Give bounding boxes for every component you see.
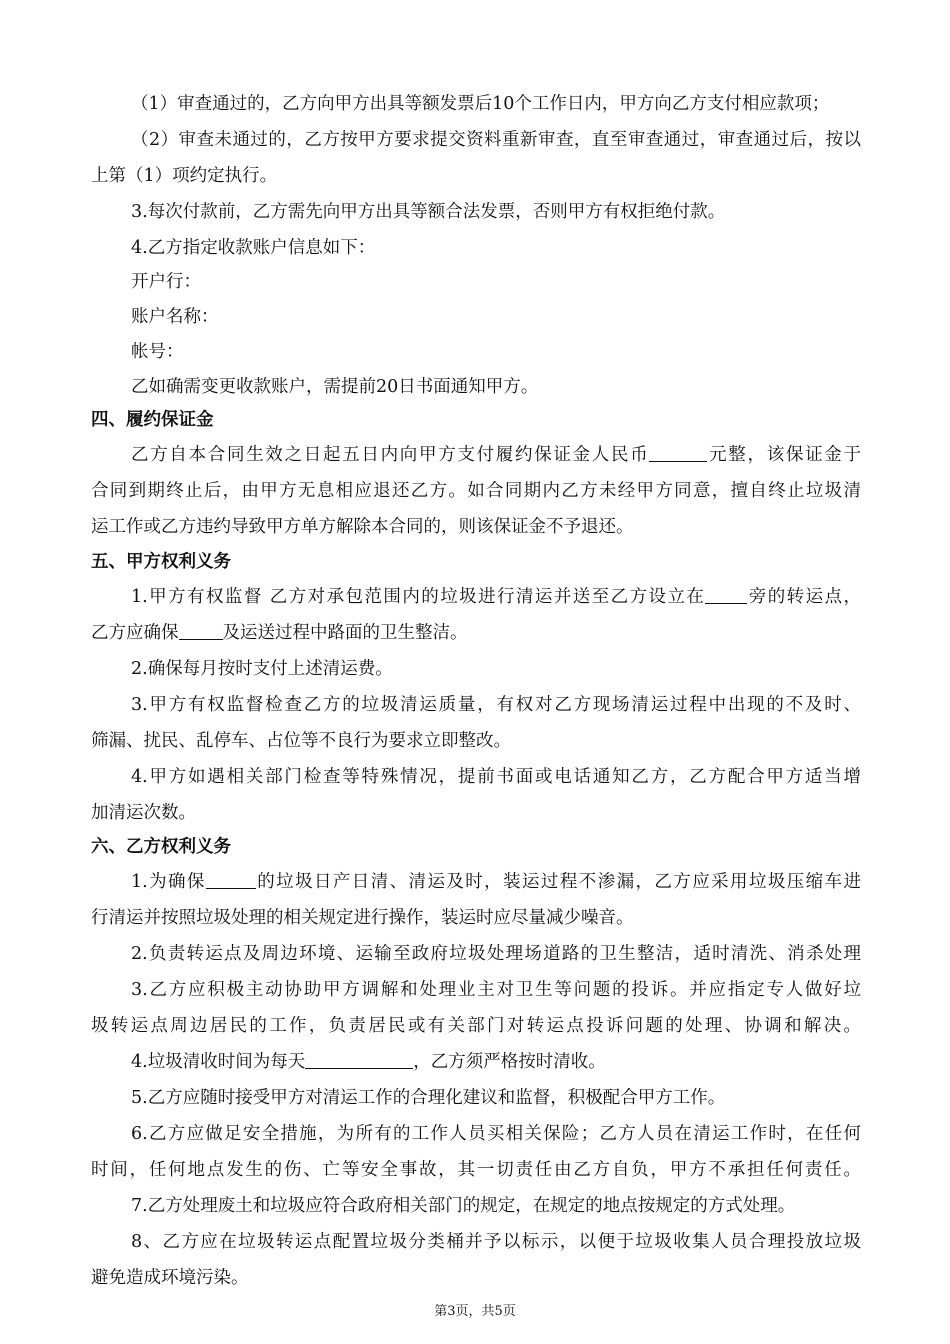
paragraph-a-1-cont: 乙方应确保 及运送过程中路面的卫生整洁。 <box>91 623 468 643</box>
paragraph-account-change: 乙如确需变更收款账户，需提前20日书面通知甲方。 <box>131 377 539 397</box>
field-bank: 开户行： <box>131 272 201 292</box>
paragraph-a-4-cont: 加清运次数。 <box>91 803 196 823</box>
paragraph-b-8: 8、乙方应在垃圾转运点配置垃圾分类桶并予以标示，以便于垃圾收集人员合理投放垃圾 <box>131 1232 861 1252</box>
paragraph-b-7: 7.乙方处理废土和垃圾应符合政府相关部门的规定，在规定的地点按规定的方式处理。 <box>131 1196 796 1216</box>
blank-scope <box>206 872 256 889</box>
paragraph-bond-3: 运工作或乙方违约导致甲方单方解除本合同的，则该保证金不予退还。 <box>91 517 634 537</box>
paragraph-b-3: 3.乙方应积极主动协助甲方调解和处理业主对卫生等问题的投诉。并应指定专人做好垃 <box>131 980 861 1000</box>
paragraph-b-5: 5.乙方应随时接受甲方对清运工作的合理化建议和监督，积极配合甲方工作。 <box>131 1088 726 1108</box>
page-footer: 第3页，共5页 <box>434 1304 516 1319</box>
paragraph-bond-2: 合同到期终止后，由甲方无息相应退还乙方。如合同期内乙方未经甲方同意，擅自终止垃圾清 <box>91 481 861 501</box>
paragraph-account-info: 4.乙方指定收款账户信息如下： <box>131 238 376 258</box>
paragraph-b-3-cont: 圾转运点周边居民的工作，负责居民或有关部门对转运点投诉问题的处理、协调和解决。 <box>91 1016 861 1036</box>
paragraph-bond-1: 乙方自本合同生效之日起五日内向甲方支付履约保证金人民币 元整，该保证金于 <box>131 445 861 465</box>
paragraph-review-failed-cont: 上第（1）项约定执行。 <box>91 166 278 186</box>
blank-amount <box>649 445 707 462</box>
paragraph-a-3-cont: 筛漏、扰民、乱停车、占位等不良行为要求立即整改。 <box>91 731 511 751</box>
paragraph-review-passed: （1）审查通过的，乙方向甲方出具等额发票后10个工作日内，甲方向乙方支付相应款项； <box>131 94 830 114</box>
paragraph-b-1: 1.为确保 的垃圾日产日清、清运及时，装运过程不渗漏，乙方应采用垃圾压缩车进 <box>131 872 861 892</box>
section-title-performance-bond: 四、履约保证金 <box>91 410 214 430</box>
paragraph-b-6-cont: 时间，任何地点发生的伤、亡等安全事故，其一切责任由乙方自负，甲方不承担任何责任。 <box>91 1160 861 1180</box>
paragraph-b-4: 4.垃圾清收时间为每天 ，乙方须严格按时清收。 <box>131 1052 606 1072</box>
field-account-name: 账户名称： <box>131 307 219 327</box>
paragraph-b-6: 6.乙方应做足安全措施，为所有的工作人员买相关保险；乙方人员在清运工作时，在任何 <box>131 1124 861 1144</box>
paragraph-a-3: 3.甲方有权监督检查乙方的垃圾清运质量，有权对乙方现场清运过程中出现的不及时、 <box>131 695 861 715</box>
section-title-party-b: 六、乙方权利义务 <box>91 837 231 857</box>
paragraph-a-1: 1.甲方有权监督 乙方对承包范围内的垃圾进行清运并送至乙方设立在 旁的转运点， <box>131 587 861 607</box>
paragraph-a-4: 4.甲方如遇相关部门检查等特殊情况，提前书面或电话通知乙方，乙方配合甲方适当增 <box>131 767 861 787</box>
blank-location <box>705 587 747 604</box>
blank-area <box>179 623 223 640</box>
blank-time <box>305 1052 413 1069</box>
section-title-party-a: 五、甲方权利义务 <box>91 552 231 572</box>
paragraph-review-failed: （2）审查未通过的，乙方按甲方要求提交资料重新审查，直至审查通过，审查通过后，按以 <box>131 130 861 150</box>
paragraph-a-2: 2.确保每月按时支付上述清运费。 <box>131 659 393 679</box>
paragraph-b-2: 2.负责转运点及周边环境、运输至政府垃圾处理场道路的卫生整洁，适时清洗、消杀处理 <box>131 944 861 964</box>
paragraph-b-8-cont: 避免造成环境污染。 <box>91 1268 249 1288</box>
paragraph-b-1-cont: 行清运并按照垃圾处理的相关规定进行操作，装运时应尽量减少噪音。 <box>91 908 634 928</box>
paragraph-invoice-rule: 3.每次付款前，乙方需先向甲方出具等额合法发票，否则甲方有权拒绝付款。 <box>131 202 726 222</box>
field-account-number: 帐号： <box>131 342 184 362</box>
